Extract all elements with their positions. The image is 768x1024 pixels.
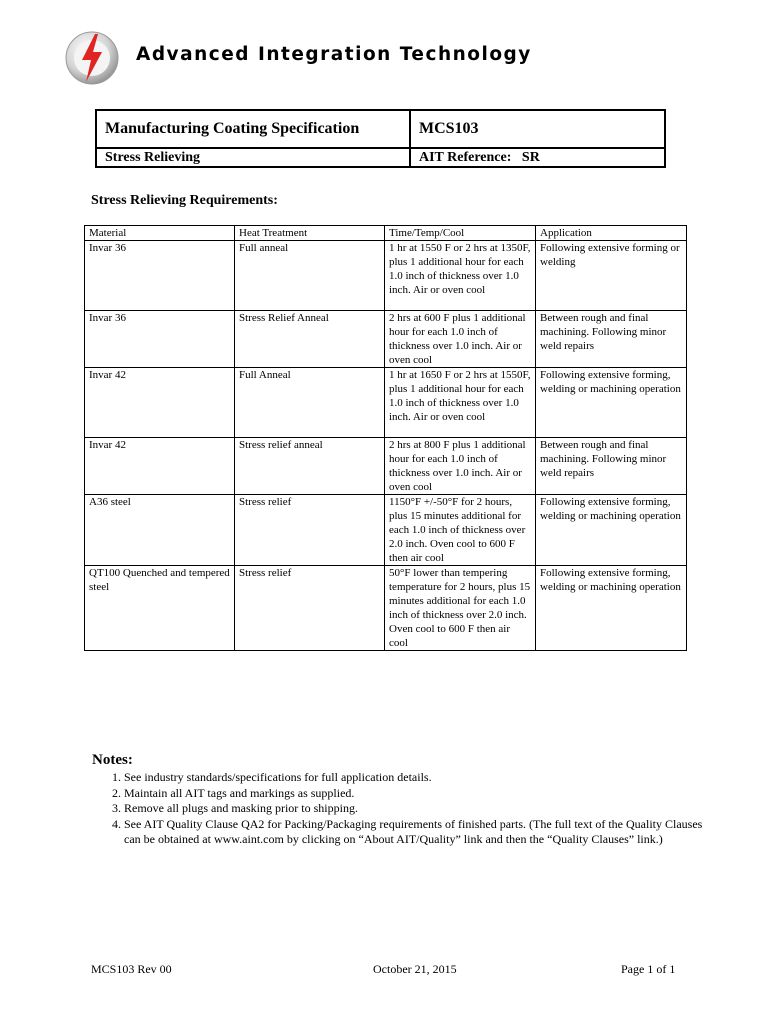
note-item: 3. Remove all plugs and masking prior to shipping.: [124, 801, 704, 817]
cell-application: Following extensive forming, welding or machining operation: [536, 495, 687, 566]
spec-header-table: [95, 109, 666, 168]
table-row: [85, 311, 687, 368]
cell-material: Invar 42: [85, 438, 235, 495]
note-item: 1. See industry standards/specifications for full application details.: [124, 770, 704, 786]
table-row: [85, 566, 687, 651]
cell-heat-treatment: Full anneal: [235, 241, 385, 311]
cell-heat-treatment: Stress relief anneal: [235, 438, 385, 495]
cell-material: Invar 42: [85, 368, 235, 438]
table-row: [85, 368, 687, 438]
column-header: Application: [536, 226, 687, 241]
notes-list: [88, 770, 704, 848]
cell-material: Invar 36: [85, 241, 235, 311]
cell-application: Following extensive forming, welding or machining operation: [536, 368, 687, 438]
cell-application: Following extensive forming or welding: [536, 241, 687, 311]
cell-material: Invar 36: [85, 311, 235, 368]
cell-material: A36 steel: [85, 495, 235, 566]
cell-application: Between rough and final machining. Following minor weld repairs: [536, 438, 687, 495]
cell-heat-treatment: Stress relief: [235, 495, 385, 566]
table-row: [85, 495, 687, 566]
cell-time-temp-cool: 1 hr at 1550 F or 2 hrs at 1350F, plus 1 additional hour for each 1.0 inch of thickness over 1.0 inch. Air or oven cool: [385, 241, 536, 311]
table-row: [85, 241, 687, 311]
ait-logo: [64, 30, 120, 86]
table-row: [85, 438, 687, 495]
footer-doc-rev: MCS103 Rev 00: [91, 962, 172, 976]
section-title: Stress Relieving Requirements:: [91, 193, 278, 208]
cell-time-temp-cool: 1 hr at 1650 F or 2 hrs at 1550F, plus 1 additional hour for each 1.0 inch of thickness over 1.0 inch. Air or oven cool: [385, 368, 536, 438]
spec-title: Manufacturing Coating Specification: [96, 110, 410, 148]
reference-code: SR: [521, 149, 540, 165]
reference-label: AIT Reference:: [419, 149, 512, 165]
spec-reference: [410, 148, 665, 167]
footer-page-number: Page 1 of 1: [621, 962, 676, 976]
cell-heat-treatment: Stress relief: [235, 566, 385, 651]
cell-time-temp-cool: 2 hrs at 600 F plus 1 additional hour for each 1.0 inch of thickness over 1.0 inch. Air or oven cool: [385, 311, 536, 368]
cell-application: Between rough and final machining. Following minor weld repairs: [536, 311, 687, 368]
column-header: Heat Treatment: [235, 226, 385, 241]
company-name: Advanced Integration Technology: [136, 44, 532, 65]
cell-time-temp-cool: 50°F lower than tempering temperature for 2 hours, plus 15 minutes additional for each 1.0 inch of thickness over 2.0 inch. Oven cool to 600 F then air cool: [385, 566, 536, 651]
cell-material: QT100 Quenched and tempered steel: [85, 566, 235, 651]
cell-application: Following extensive forming, welding or machining operation: [536, 566, 687, 651]
table-header-row: [85, 226, 687, 241]
spec-process: Stress Relieving: [96, 148, 410, 167]
column-header: Time/Temp/Cool: [385, 226, 536, 241]
cell-time-temp-cool: 2 hrs at 800 F plus 1 additional hour for each 1.0 inch of thickness over 1.0 inch. Air or oven cool: [385, 438, 536, 495]
note-item: 4. See AIT Quality Clause QA2 for Packing/Packaging requirements of finished parts. (The full text of the Quality Clauses can be obtained at www.aint.com by clicking on “About AIT/Quality” link and then the “Quality Clauses” link.): [124, 817, 704, 848]
spec-number: MCS103: [410, 110, 665, 148]
cell-heat-treatment: Stress Relief Anneal: [235, 311, 385, 368]
cell-time-temp-cool: 1150°F +/-50°F for 2 hours, plus 15 minutes additional for each 1.0 inch of thickness over 2.0 inch. Oven cool to 600 F then air cool: [385, 495, 536, 566]
note-item: 2. Maintain all AIT tags and markings as supplied.: [124, 786, 704, 802]
cell-heat-treatment: Full Anneal: [235, 368, 385, 438]
footer-date: October 21, 2015: [373, 962, 457, 976]
notes-title: Notes:: [92, 752, 133, 768]
requirements-table: [84, 225, 687, 651]
column-header: Material: [85, 226, 235, 241]
